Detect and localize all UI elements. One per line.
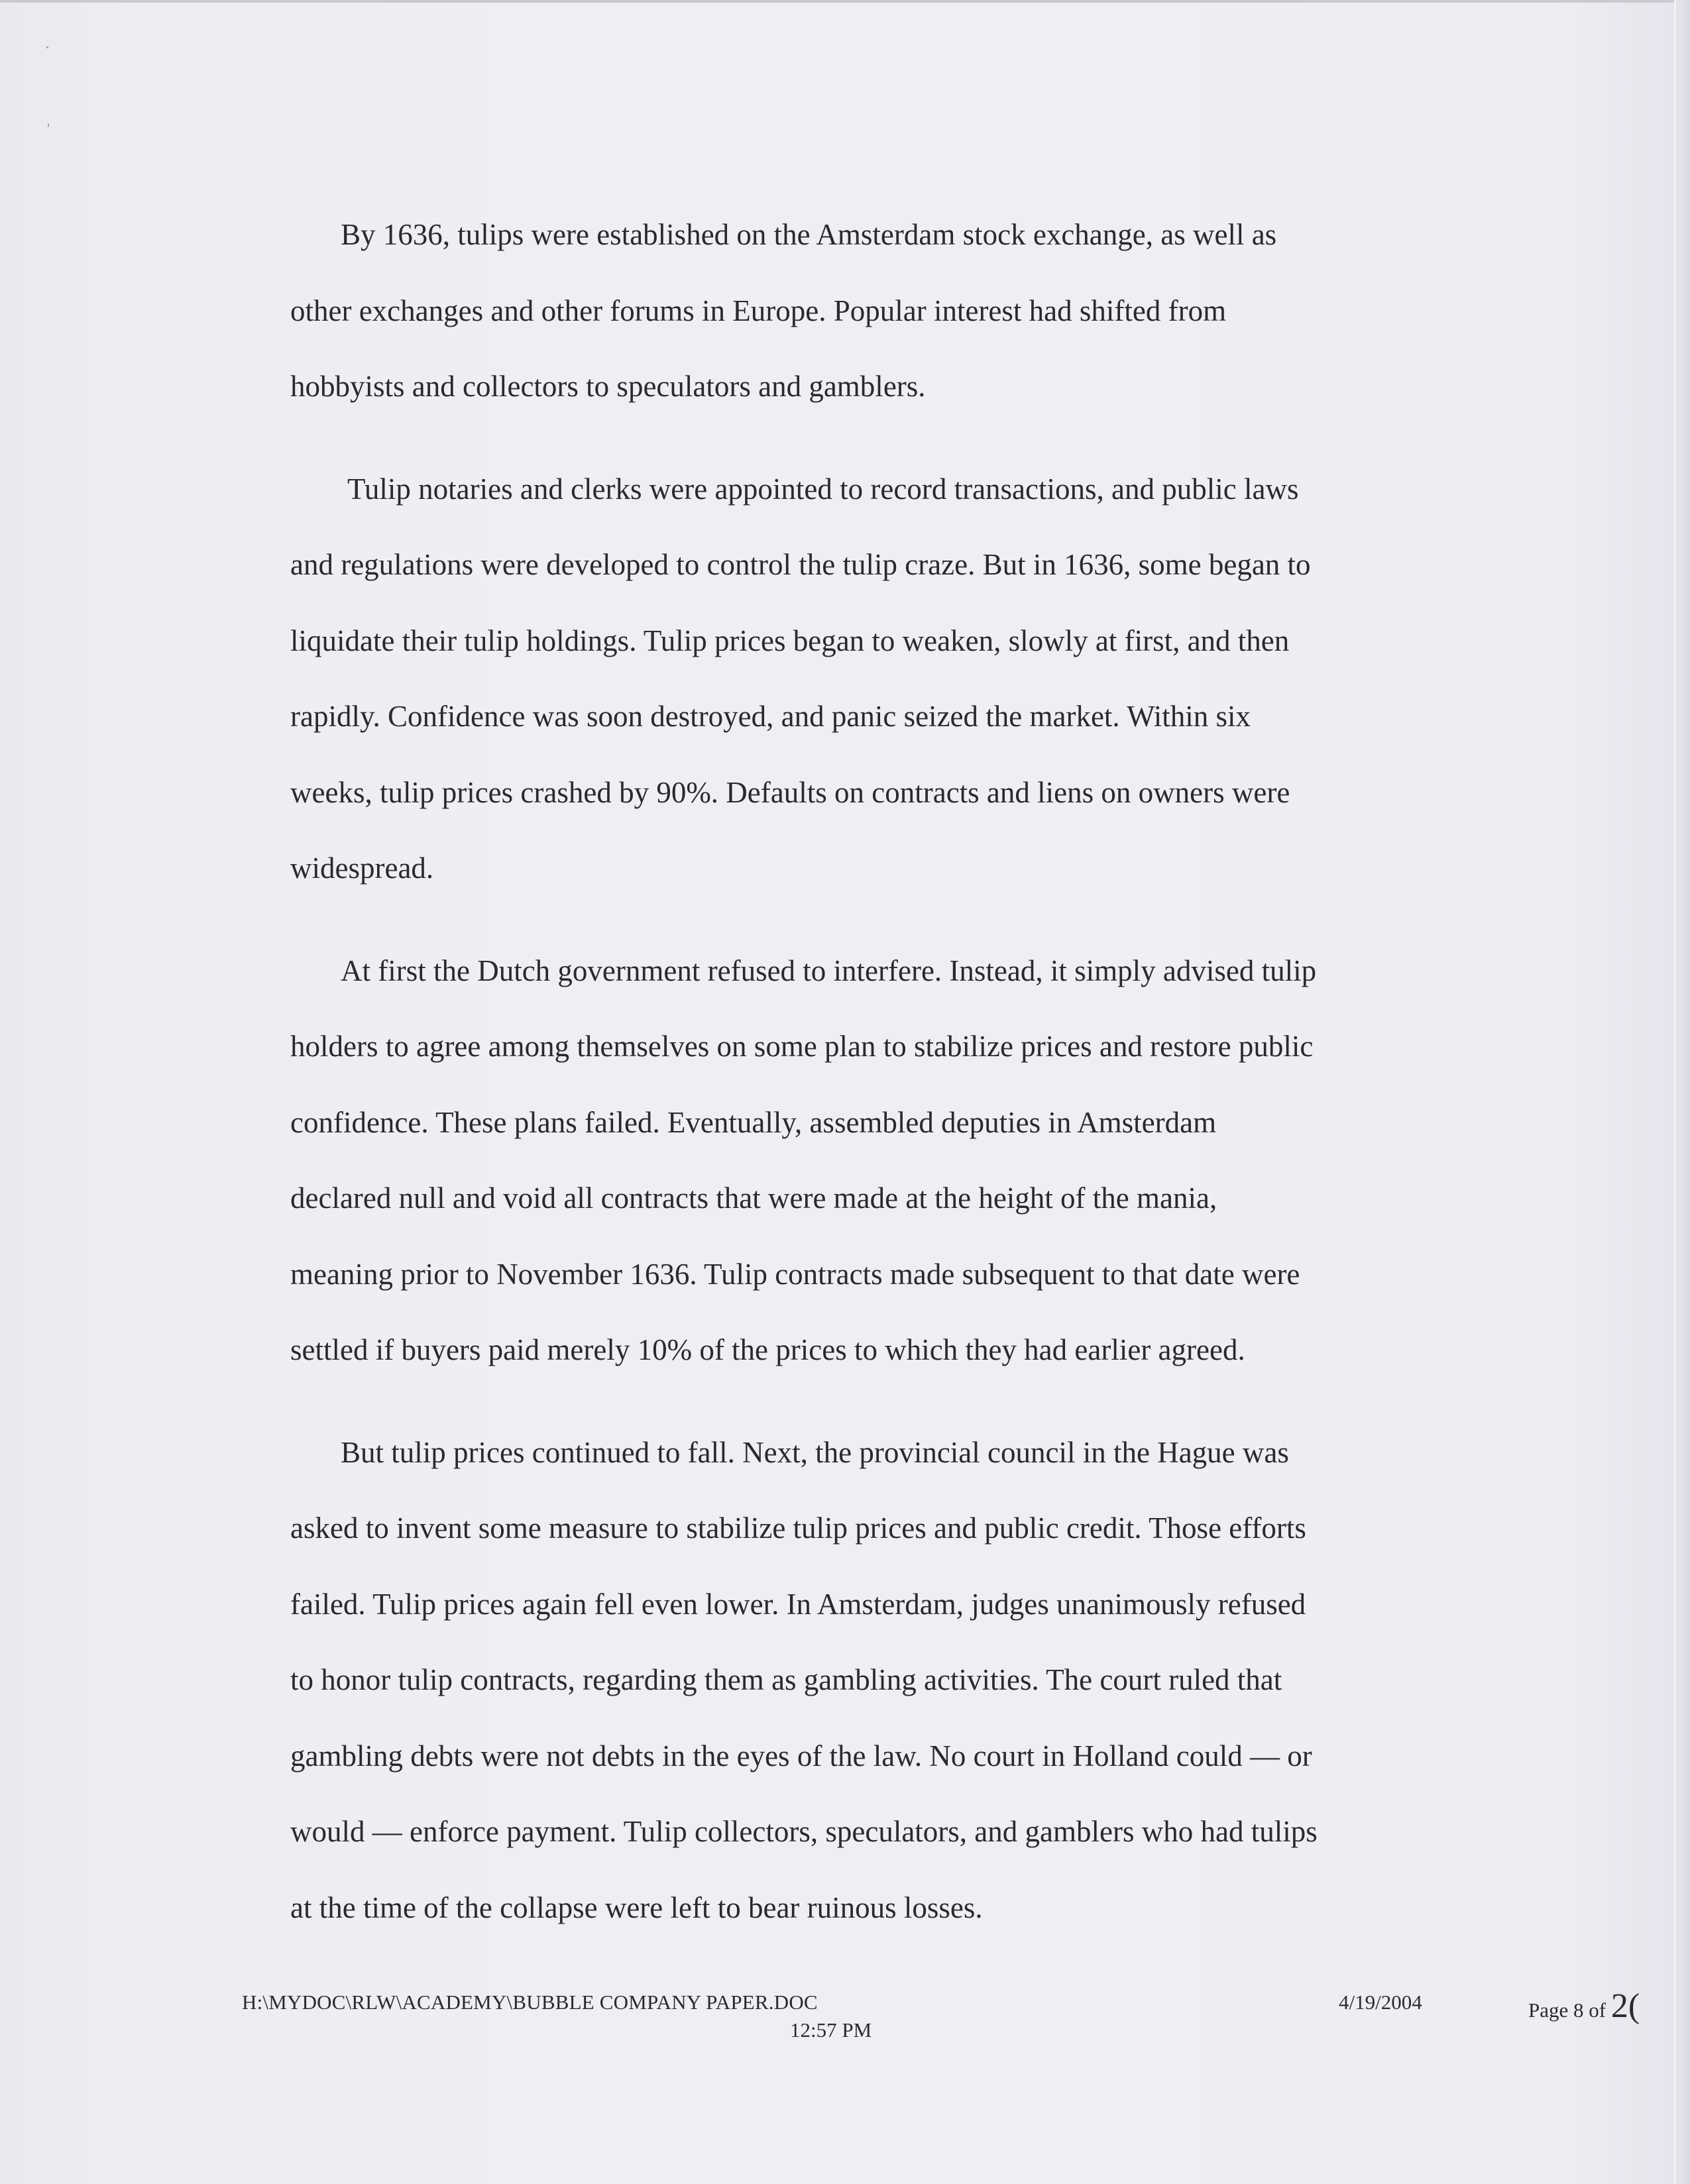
text-line: at the time of the collapse were left to bear ruinous losses. <box>290 1890 983 1924</box>
text-line: At first the Dutch government refused to interfere. Instead, it simply advised tulip <box>341 954 1317 987</box>
text-line: widespread. <box>290 851 434 885</box>
text-line: confidence. These plans failed. Eventually, assembled deputies in Amsterdam <box>290 1105 1217 1139</box>
scan-speck <box>48 123 49 127</box>
page-top-edge <box>0 0 1690 3</box>
text-line: and regulations were developed to control the tulip craze. But in 1636, some began to <box>290 548 1311 581</box>
text-line: But tulip prices continued to fall. Next, the provincial council in the Hague was <box>341 1435 1289 1469</box>
document-body <box>290 197 1443 1972</box>
paragraph <box>290 933 1443 1388</box>
text-line: holders to agree among themselves on some plan to stabilize prices and restore public <box>290 1030 1314 1063</box>
footer-date: 4/19/2004 <box>1339 1991 1422 2014</box>
footer-time: 12:57 PM <box>790 2018 872 2042</box>
paragraph <box>290 1415 1443 1946</box>
text-line: Tulip notaries and clerks were appointed to record transactions, and public laws <box>347 472 1299 506</box>
text-line: asked to invent some measure to stabilize tulip prices and public credit. Those efforts <box>290 1511 1306 1545</box>
scan-speck <box>46 46 48 48</box>
footer-page-total: 2( <box>1610 1987 1640 2025</box>
text-line: meaning prior to November 1636. Tulip contracts made subsequent to that date were <box>290 1257 1300 1291</box>
text-line: failed. Tulip prices again fell even lower. In Amsterdam, judges unanimously refused <box>290 1587 1306 1621</box>
text-line: would — enforce payment. Tulip collectors, speculators, and gamblers who had tulips <box>290 1815 1318 1848</box>
text-line: rapidly. Confidence was soon destroyed, and panic seized the market. Within six <box>290 700 1251 733</box>
footer-file-path: H:\MYDOC\RLW\ACADEMY\BUBBLE COMPANY PAPER.DOC <box>242 1991 818 2014</box>
text-line: other exchanges and other forums in Europe. Popular interest had shifted from <box>290 294 1227 327</box>
text-line: By 1636, tulips were established on the Amsterdam stock exchange, as well as <box>341 218 1277 251</box>
text-line: declared null and void all contracts that were made at the height of the mania, <box>290 1181 1217 1215</box>
text-line: weeks, tulip prices crashed by 90%. Defaults on contracts and liens on owners were <box>290 775 1290 809</box>
footer-page-label: Page 8 of <box>1528 1998 1611 2022</box>
text-line: gambling debts were not debts in the eyes of the law. No court in Holland could — or <box>290 1739 1312 1773</box>
page-right-edge <box>1674 0 1690 2184</box>
footer-page-number <box>1528 1987 1640 2026</box>
text-line: liquidate their tulip holdings. Tulip prices began to weaken, slowly at first, and then <box>290 624 1290 657</box>
paragraph <box>290 197 1443 425</box>
text-line: settled if buyers paid merely 10% of the prices to which they had earlier agreed. <box>290 1333 1245 1366</box>
paragraph <box>290 451 1443 906</box>
text-line: to honor tulip contracts, regarding them as gambling activities. The court ruled that <box>290 1663 1282 1696</box>
text-line: hobbyists and collectors to speculators and gamblers. <box>290 370 926 403</box>
